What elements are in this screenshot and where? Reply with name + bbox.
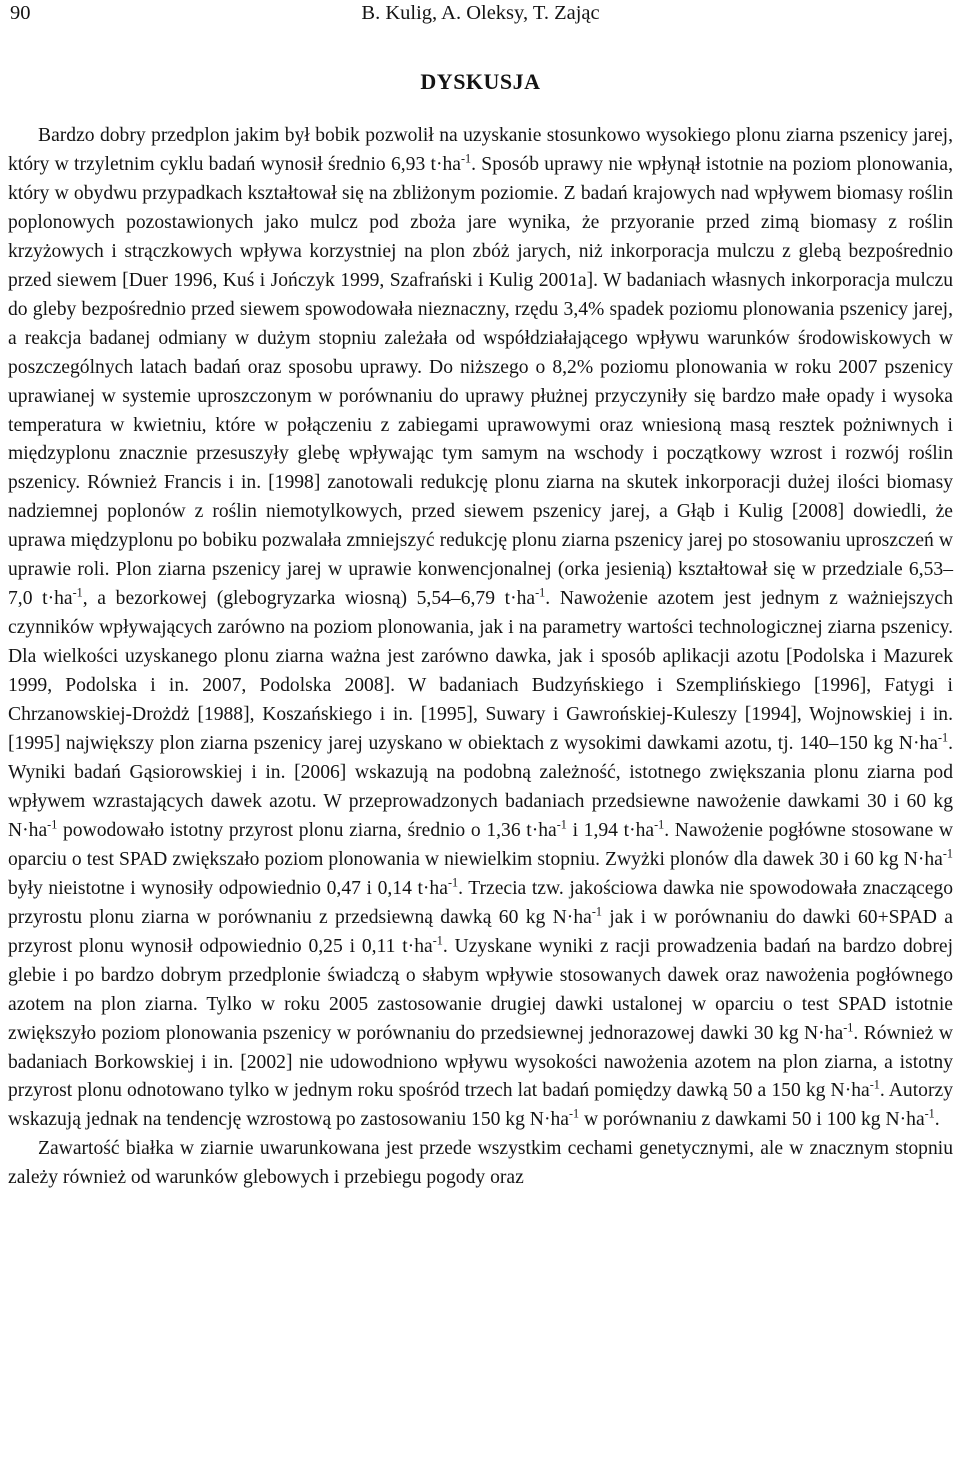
page-number: 90 [10,2,31,24]
superscript: -1 [461,151,472,166]
text-run: . Trzecia tzw. jakościowa dawka nie spowodowała znaczącego przyrostu plonu ziarna w porównaniu z przedsiewną dawką 60 kg N·ha [8,877,954,928]
superscript: -1 [654,817,665,832]
text-run: w porównaniu z dawkami 50 i 100 kg N·ha [579,1109,925,1131]
running-header [8,0,953,42]
text-run: . Autorzy wskazują jednak na tendencję wzrostową po zastosowaniu 150 kg N·ha [8,1080,953,1131]
text-run: były nieistotne i wynosiły odpowiednio 0,47 i 0,14 t·ha [8,877,448,899]
superscript: -1 [535,585,546,600]
superscript: -1 [869,1077,880,1092]
paragraph-discussion-1 [8,122,953,1135]
superscript: -1 [937,730,949,745]
text-run: . Nawożenie azotem jest jednym z ważniejszych czynników wpływających zarówno na poziom plonowania, jak i na parametry wartości technologicznej ziarna pszenicy. Dla wielkości uzyskanego plonu ziarna ważna jest zarówno dawka, jak i sposób aplikacji azotu [Podolska i Mazurek 1999, Podolska i in. 2007, Podolska 2008]. W badaniach Budzyńskiego i Szemplińskiego [1996], Fatygi i Chrzanowskiej-Drożdż [1988], Koszańskiego i in. [1995], Suwary i Gawrońskiej-Kuleszy [1994], Wojnowskiej i in. [1995] największy plon ziarna pszenicy jarej uzyskano w obiektach z wysokimi dawkami azotu, tj. 140–150 kg N·ha [8,588,954,755]
text-run: . [934,1109,940,1131]
text-run: i 1,94 t·ha [566,819,655,841]
running-head-authors: B. Kulig, A. Oleksy, T. Zając [361,2,600,24]
text-run: . Nawożenie pogłówne stosowane w oparciu o test SPAD zwiększało poziom plonowania w niewielkim stopniu. Zwyżki plonów dla dawek 30 i 60 kg N·ha [8,819,954,870]
text-run: . Sposób uprawy nie wpłynął istotnie na poziom plonowania, który w obydwu przypadkach kształtował się na zbliżonym poziomie. Z badań krajowych nad wpływem biomasy roślin poplonowych pozostawionych jako mulcz pod zboża jare wynika, że przyoranie przed zimą biomasy z roślin krzyżowych i strączkowych wpływa korzystniej na plon zbóż jarych, niż inkorporacja mulczu z glebą bezpośrednio przed siewem [Duer 1996, Kuś i Jończyk 1999, Szafrański i Kulig 2001a]. W badaniach własnych inkorporacja mulczu do gleby bezpośrednio przed siewem spowodowała nieznaczny, rzędu 3,4% spadek poziomu plonowania pszenicy jarej, a reakcja badanej odmiany w dużym stopniu zależała od współdziałającego wpływu warunków środowiskowych w poszczególnych latach badań oraz sposobu uprawy. Do niższego o 8,2% poziomu plonowania w roku 2007 pszenicy uprawianej w systemie uproszczonym w porównaniu do uprawy płużnej przyczyniły się bardzo małe opady i wysoka temperatura w kwietniu, które w połączeniu z zabiegami uprawowymi oraz wniesioną masą resztek pożniwnych i międzyplonu znacznie przesuszyły glebę wpływając tym samym na wschody i początkowy wzrost i rozwój roślin pszenicy. Również Francis i in. [1998] zanotowali redukcję plonu ziarna na skutek inkorporacji dużej ilości biomasy nadziemnej poplonów z roślin niemotylkowych, przed siewem pszenicy jarej, a Głąb i Kulig [2008] dowiedli, że uprawa międzyplonu po bobiku pozwalała zmniejszyć redukcję plonu ziarna pszenicy jarej po stosowaniu uproszczeń w uprawie roli. Plon ziarna pszenicy jarej w uprawie konwencjonalnej (orka jesienią) kształtował się w przedziale 6,53–7,0 t·ha [8,153,954,610]
superscript: -1 [47,817,58,832]
superscript: -1 [556,817,567,832]
superscript: -1 [591,904,602,919]
text-run: . Uzyskane wyniki z racji prowadzenia badań na bardzo dobrej glebie i po bardzo dobrym przedplonie świadczą o słabym wpływie stosowanych dawek oraz nawożenia pogłównego azotem na plon ziarna. Tylko w roku 2005 zastosowanie drugiej dawki ustalonej w oparciu o test SPAD istotnie zwiększyło poziom plonowania pszenicy w porównaniu do przedsiewnej jednorazowej dawki 30 kg N·ha [8,935,954,1044]
text-run: . Wyniki badań Gąsiorowskiej i in. [2006] wskazują na podobną zależność, istotnego zwiększania plonu ziarna pod wpływem wzrastających dawek azotu. W przeprowadzonych badaniach przedsiewne nawożenie dawkami 30 i 60 kg N·ha [8,733,953,841]
text-run: . Również w badaniach Borkowskiej i in. [2002] nie udowodniono wpływu wysokości nawożenia azotem na plon ziarna, a istotny przyrost plonu odnotowano tylko w jednym roku spośród trzech lat badań pomiędzy dawką 50 a 150 kg N·ha [8,1022,953,1102]
superscript: -1 [924,1106,935,1121]
text-run: jak i w porównaniu do dawki 60+SPAD a przyrost plonu wynosił odpowiednio 0,25 i 0,11 t·ha [8,906,953,957]
superscript: -1 [843,1020,854,1035]
text-run: powodowało istotny przyrost plonu ziarna, średnio o 1,36 t·ha [57,819,557,841]
text-run: Bardzo dobry przedplon jakim był bobik pozwolił na uzyskanie stosunkowo wysokiego plonu ziarna pszenicy jarej, który w trzyletnim cyklu badań wynosił średnio 6,93 t·ha [8,125,953,175]
superscript: -1 [432,933,443,948]
text-run: , a bezorkowej (glebogryzarka wiosną) 5,54–6,79 t·ha [82,588,536,610]
superscript: -1 [72,585,83,600]
section-title: DYSKUSJA [420,69,541,94]
superscript: -1 [447,875,459,890]
superscript: -1 [942,846,953,861]
superscript: -1 [568,1106,580,1121]
paragraph-discussion-2 [8,1135,953,1193]
text-run: Zawartość białka w ziarnie uwarunkowana jest przede wszystkim cechami genetycznymi, ale w znacznym stopniu zależy również od warunków glebowych i przebiegu pogody oraz [8,1138,953,1189]
